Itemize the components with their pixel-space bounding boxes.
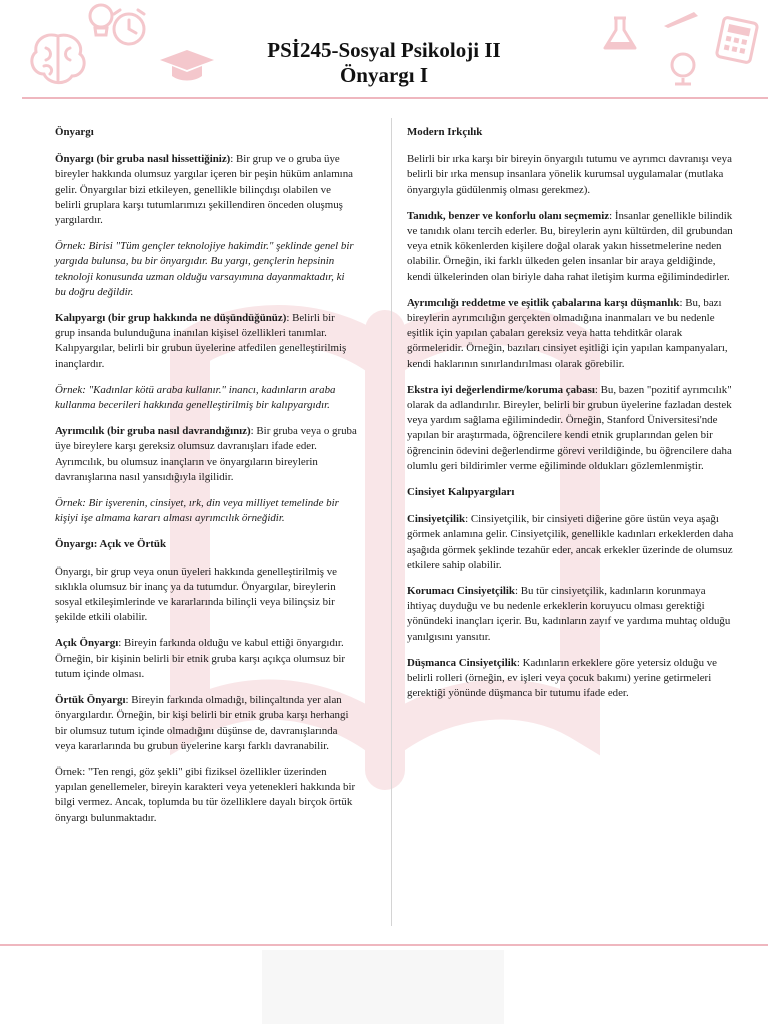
definition: : Bir gruba veya o gruba üye bireylere karşı gereksiz olumsuz davranışları ifade eder. Ayrımcılık, bu olumsuz inançların ve önyargıların bireylerin davranışlarına nasıl yansıdığıyla ilgilidir. [55,425,357,483]
term: Düşmanca Cinsiyetçilik [407,656,517,669]
paragraph [407,656,737,702]
term: Cinsiyetçilik [407,513,466,526]
term: Önyargı (bir gruba nasıl hissettiğiniz) [55,153,231,166]
term: Korumacı Cinsiyetçilik [407,585,515,598]
paragraph [55,152,357,228]
paragraph [407,383,737,474]
definition: : Bireyin farkında olduğu ve kabul ettiği önyargıdır. Örneğin, bir kişinin belirli bir etnik gruba karşı açıkça olumsuz bir tutum içinde olması. [55,637,346,680]
topic-title: Önyargı I [339,63,429,87]
definition: : Belirli bir grup insanda bulunduğuna inanılan kişisel özellikleri tanımlar. Kalıpyargılar, belirli bir grubun üyelerine atfedilen genelleştirilmiş inançlardır. [55,312,347,370]
definition: : Bu, bazı bireylerin ayrımcılığın gerçekten olmadığına inanmaları ve bu nedenle eşitlik için yapılan çabaları gereksiz veya hatta tehditkâr olarak görmeleridir. Örneğin, bazıları cinsiyet eşitliği için yapılan kampanyaları, kendi haklarının sınırlandırılması olarak görebilir. [407,296,728,370]
section-heading: Önyargı [55,126,94,138]
paragraph [55,311,357,372]
paragraph [55,693,357,754]
section-heading: Önyargı: Açık ve Örtük [55,538,167,551]
footer-divider [0,944,768,946]
paragraph: Belirli bir ırka karşı bir bireyin önyargılı tutumu ve ayrımcı davranışı veya belirli bir ırka mensup insanlara yönelik kurumsal uygulamalar (mutlaka önyargıyla güdülenmiş olması gerekmez). [407,153,732,196]
paragraph [407,512,737,573]
course-title: PSİ245-Sosyal Psikoloji II [267,38,501,62]
definition: : Bu, bazen "pozitif ayrımcılık" olarak da adlandırılır. Bireyler, belirli bir grubun üyelerine fazladan destek veya yardım sağlama eğilimindedir. Örneğin, Stanford Üniversitesi'nde yapılan bir araştırmada, öğrencilere kendi etnik gruplarından gelen bir öğrencinin ödevini değerlendirme görevi verildiğinde, bu öğrencilere daha olumlu geri bildirimler verme eğiliminde oldukları gözlemlenmiştir. [407,383,732,472]
paragraph [407,584,737,645]
paragraph [55,424,357,485]
paragraph [407,296,737,372]
definition: : Cinsiyetçilik, bir cinsiyeti diğerine göre üstün veya aşağı görmek anlamına gelir. Cinsiyetçilik, genellikle kadınları erkeklerden daha aşağıda görmek şeklinde tezahür eder, ancak erkekler üzerinde de olumsuz etkilere sahip olabilir. [407,513,734,571]
right-column [407,125,737,713]
term: Örtük Önyargı [55,694,126,707]
paragraph [407,209,737,285]
term: Tanıdık, benzer ve konforlu olanı seçmemiz [407,209,610,222]
definition: : Bir grup ve o gruba üye bireyler hakkında olumsuz yargılar içeren bir peşin hüküm anlamına gelir. Önyargılar bizi etkileyen, genellikle bilinçdışı olabilen ve belirli gruplara karşı tutumlarımızı şekillendiren önceden oluşmuş yargılardır. [55,153,353,227]
section-heading: Modern Irkçılık [407,126,483,138]
example-paragraph [55,239,357,300]
left-column [55,125,357,837]
footer-shade [262,950,504,1024]
page-title [0,38,768,88]
term: Ayrımcılığı reddetme ve eşitlik çabalarına karşı düşmanlık [407,296,680,309]
term: Kalıpyargı (bir grup hakkında ne düşündüğünüz) [55,312,287,325]
definition: : Kadınların erkeklere göre yetersiz olduğu ve belirli rolleri (örneğin, ev işleri veya çocuk bakımı) yerine getirmeleri gerektiği yönünde düşmanca bir tutumu ifade eder. [407,656,718,700]
definition: : Bireyin farkında olmadığı, bilinçaltında yer alan önyargılardır. Örneğin, bir kişi belirli bir etnik gruba karşı herhangi bir olumsuz tutum içinde olmadığını düşünse de, davranışlarında veya kararlarında bu grubun üyelerine karşı farklı davranabilir. [55,694,349,752]
definition: : Bu tür cinsiyetçilik, kadınların korunmaya ihtiyaç duyduğu ve bu nedenle erkeklerin koruyucu olması gerektiği yönündeki inançları içerir. Bu, kadınların zayıf ve yardıma muhtaç olduğu yanılgısını yansıtır. [407,585,731,643]
example-text: Örnek: "Kadınlar kötü araba kullanır." inancı, kadınların araba kullanma becerileri hakkında genelleştirilmiş bir kalıpyargıdır. [55,383,336,412]
section-heading: Cinsiyet Kalıpyargıları [407,486,515,499]
example-text: Örnek: Birisi "Tüm gençler teknolojiye hakimdir." şeklinde genel bir yargıda bulunsa, bu bir önyargıdır. Bu yargı, gençlerin hepsinin teknoloji konusunda uzman olduğu varsayımına dayanmaktadır, ki bu doğru değildir. [55,240,354,298]
paragraph: Örnek: "Ten rengi, göz şekli" gibi fiziksel özellikler üzerinden yapılan genellemeler, bireyin karakteri veya yetenekleri hakkında bir bilgi vermez. Ancak, toplumda bu tür özelliklere dayalı birçok örtük önyargı bulunmaktadır. [55,765,356,824]
header-divider [22,97,768,99]
column-divider [391,118,392,926]
example-paragraph [55,383,357,413]
term: Ayrımcılık (bir gruba nasıl davrandığınız) [55,425,251,438]
term: Açık Önyargı [55,637,119,650]
definition: : İnsanlar genellikle bilindik ve tanıdık olanı tercih ederler. Bu, bireylerin aynı kültürden, dil grubundan veya etnik kökenlerden kişilere doğal olarak yakın hissetmelerine neden olabilir. Örneğin, iki farklı ülkeden gelen insanlar bir araya geldiğinde, kendi ülkelerinden olan biriyle daha rahat iletişim kurma eğilimindedirler. [407,209,733,283]
paragraph [55,636,357,682]
paragraph: Önyargı, bir grup veya onun üyeleri hakkında genelleştirilmiş ve sıklıkla olumsuz bir inanç ya da tutumdur. Önyargılar, bireylerin sosyal etkileşimlerinde ve kararlarında bilinçli veya bilinçsiz bir şekilde etkili olabilir. [55,565,337,624]
example-paragraph [55,496,357,526]
pen-icon [660,8,702,30]
term: Ekstra iyi değerlendirme/koruma çabası [407,383,595,396]
example-text: Örnek: Bir işverenin, cinsiyet, ırk, din veya milliyet temelinde bir kişiyi işe almama kararı alması ayrımcılık örneğidir. [55,497,339,525]
